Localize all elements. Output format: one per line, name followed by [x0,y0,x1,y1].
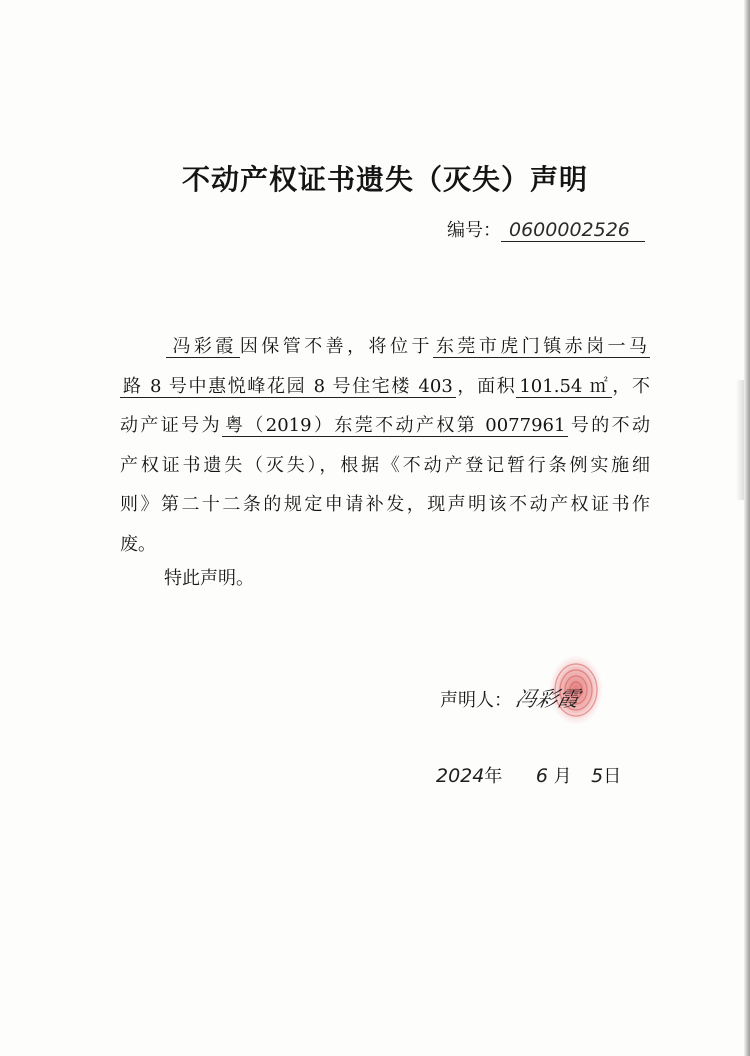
body-line-2 [120,367,650,407]
declarant-signature: 冯彩霞 [513,687,582,711]
body-text: 号的不动 [568,415,651,436]
declaration-body [120,327,650,564]
body-text: 动产证号为 [120,415,222,436]
document-number-label: 编号： [447,220,501,241]
property-area: 101.54 ㎡ [516,376,612,398]
date-month-unit: 月 [553,766,572,787]
date-day-unit: 日 [603,766,622,787]
date-year: 2024 [436,765,485,787]
certificate-number: 粤（2019）东莞不动产权第 0077961 [222,415,568,437]
body-line-1 [120,327,650,367]
document-number-value: 0600002526 [501,219,645,242]
document-title: 不动产权证书遗失（灭失）声明 [181,163,588,196]
closing-statement: 特此声明。 [164,568,254,589]
document-number-row [447,216,645,242]
owner-name: 冯彩霞 [166,336,240,358]
body-text: ，不 [612,375,651,397]
page-edge-shadow [736,380,744,500]
body-text: 因保管不善，将位于 [239,336,433,357]
body-line-5: 则》第二十二条的规定申请补发，现声明该不动产权证书作 [120,494,650,515]
declarant-label: 声明人： [440,690,512,711]
date-year-unit: 年 [484,766,503,787]
date-day: 5 [591,765,604,787]
property-address-cont: 路 8 号中惠悦峰花园 8 号住宅楼 403 [120,376,456,398]
declarant-row [440,683,582,713]
declaration-date [436,762,621,788]
body-text: ，面积 [455,375,517,397]
date-month: 6 [535,765,548,787]
body-line-6: 废。 [120,533,156,555]
body-line-3 [120,406,650,446]
body-line-4: 产权证书遗失（灭失），根据《不动产登记暂行条例实施细 [120,454,650,476]
property-address: 东莞市虎门镇赤岗一马 [433,336,650,358]
